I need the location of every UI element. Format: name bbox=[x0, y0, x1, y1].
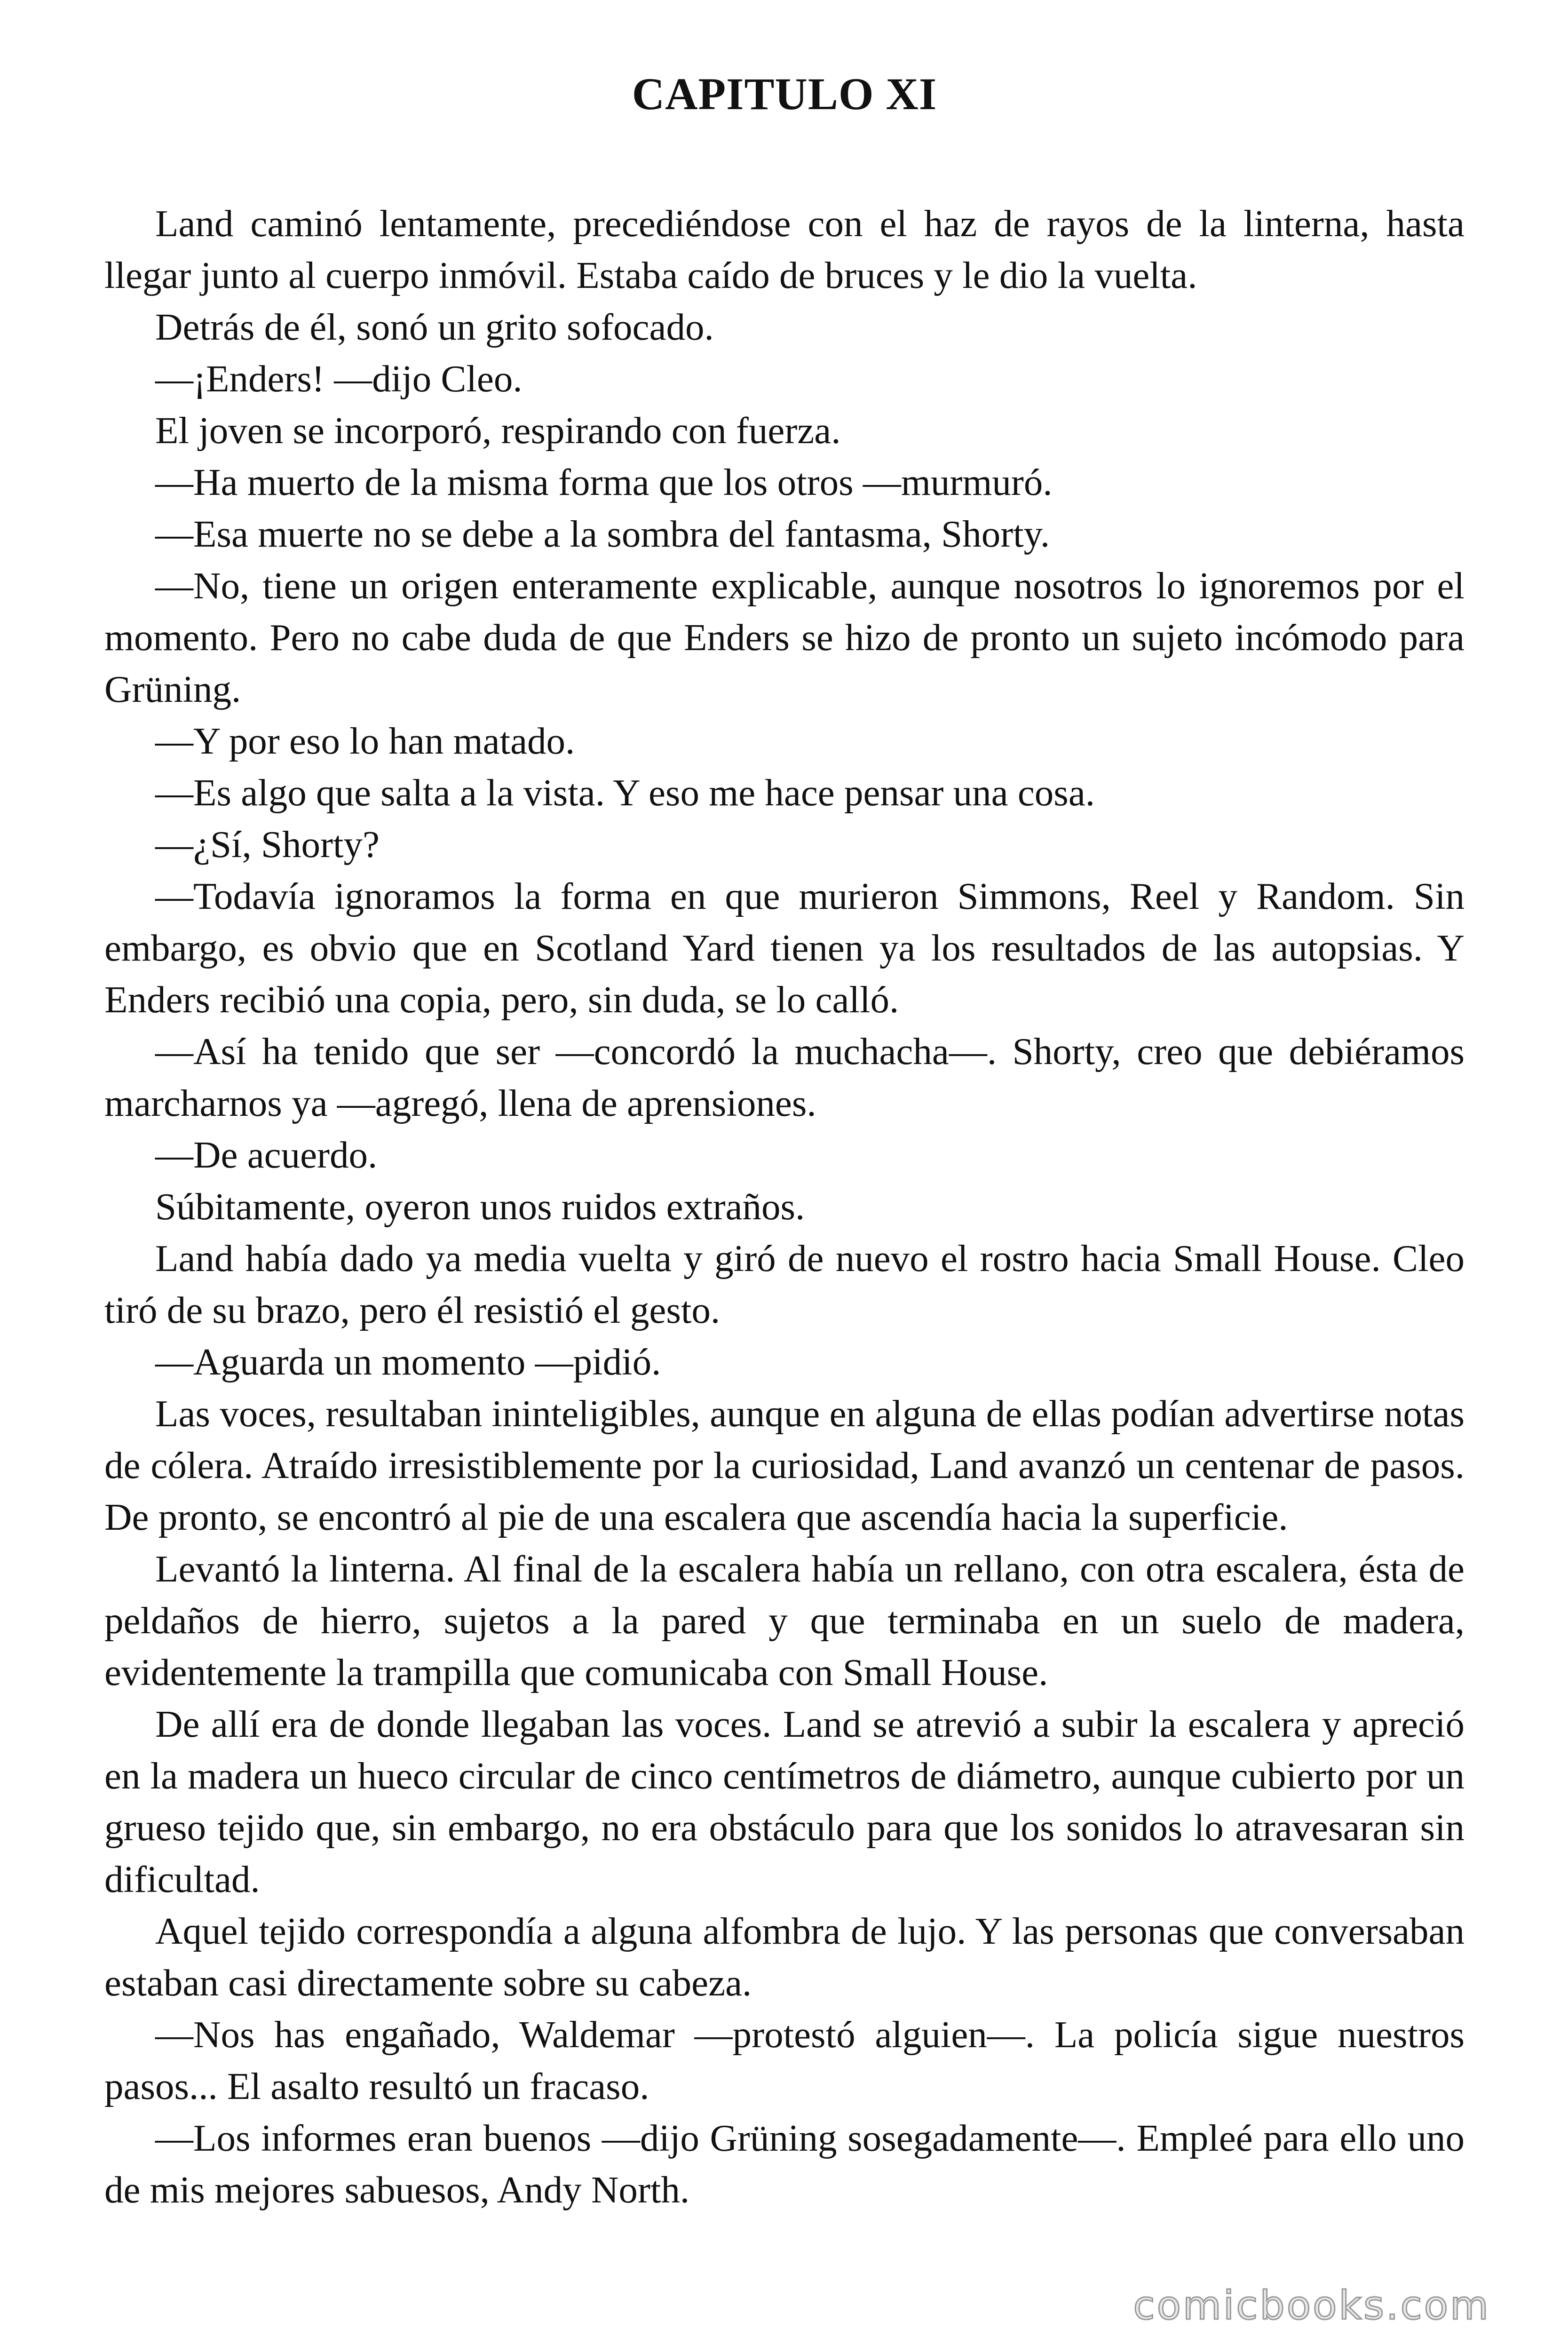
paragraph: Detrás de él, sonó un grito sofocado. bbox=[155, 306, 714, 348]
paragraph: Súbitamente, oyeron unos ruidos extraños. bbox=[155, 1185, 805, 1228]
paragraph: Land caminó lentamente, precediéndose con el haz de rayos de la linterna, hasta llegar junto al cuerpo inmóvil. Estaba caído de bruces y le dio la vuelta. bbox=[104, 202, 1465, 296]
paragraph: —Nos has engañado, Waldemar —protestó alguien—. La policía sigue nuestros pasos... El asalto resultó un fracaso. bbox=[104, 2013, 1465, 2107]
chapter-body bbox=[104, 198, 1465, 2216]
paragraph: Land había dado ya media vuelta y giró de nuevo el rostro hacia Small House. Cleo tiró de su brazo, pero él resistió el gesto. bbox=[104, 1237, 1465, 1331]
paragraph: —Y por eso lo han matado. bbox=[155, 720, 575, 762]
paragraph: —Aguarda un momento —pidió. bbox=[155, 1341, 661, 1383]
paragraph: Las voces, resultaban ininteligibles, aunque en alguna de ellas podían advertirse notas de cólera. Atraído irresistiblemente por la curiosidad, Land avanzó un centenar de pasos. De pronto, se encontró al pie de una escalera que ascendía hacia la superficie. bbox=[104, 1392, 1465, 1538]
paragraph: —Es algo que salta a la vista. Y eso me hace pensar una cosa. bbox=[155, 771, 1095, 814]
paragraph: —¿Sí, Shorty? bbox=[155, 823, 380, 866]
paragraph: —Así ha tenido que ser —concordó la muchacha—. Shorty, creo que debiéramos marcharnos ya —agregó, llena de aprensiones. bbox=[104, 1030, 1465, 1124]
paragraph: —¡Enders! —dijo Cleo. bbox=[155, 358, 523, 400]
watermark: comicbooks.com bbox=[1133, 2282, 1490, 2328]
paragraph: Aquel tejido correspondía a alguna alfombra de lujo. Y las personas que conversaban estaban casi directamente sobre su cabeza. bbox=[104, 1910, 1465, 2004]
paragraph: —De acuerdo. bbox=[155, 1134, 378, 1176]
paragraph: De allí era de donde llegaban las voces. Land se atrevió a subir la escalera y apreció en la madera un hueco circular de cinco centímetros de diámetro, aunque cubierto por un grueso tejido que, sin embargo, no era obstáculo para que los sonidos lo atravesaran sin dificultad. bbox=[104, 1703, 1465, 1900]
paragraph: —Ha muerto de la misma forma que los otros —murmuró. bbox=[155, 461, 1053, 503]
paragraph: —Todavía ignoramos la forma en que murieron Simmons, Reel y Random. Sin embargo, es obvio que en Scotland Yard tienen ya los resultados de las autopsias. Y Enders recibió una copia, pero, sin duda, se lo calló. bbox=[104, 875, 1465, 1021]
paragraph: —No, tiene un origen enteramente explicable, aunque nosotros lo ignoremos por el momento. Pero no cabe duda de que Enders se hizo de pronto un sujeto incómodo para Grüning. bbox=[104, 564, 1465, 710]
paragraph: —Los informes eran buenos —dijo Grüning sosegadamente—. Empleé para ello uno de mis mejores sabuesos, Andy North. bbox=[104, 2117, 1465, 2211]
paragraph: Levantó la linterna. Al final de la escalera había un rellano, con otra escalera, ésta de peldaños de hierro, sujetos a la pared y que terminaba en un suelo de madera, evidentemente la trampilla que comunicaba con Small House. bbox=[104, 1548, 1465, 1693]
chapter-title: CAPITULO XI bbox=[632, 69, 937, 119]
book-page bbox=[104, 61, 1465, 2216]
paragraph: El joven se incorporó, respirando con fuerza. bbox=[155, 409, 841, 452]
paragraph: —Esa muerte no se debe a la sombra del fantasma, Shorty. bbox=[155, 513, 1050, 555]
